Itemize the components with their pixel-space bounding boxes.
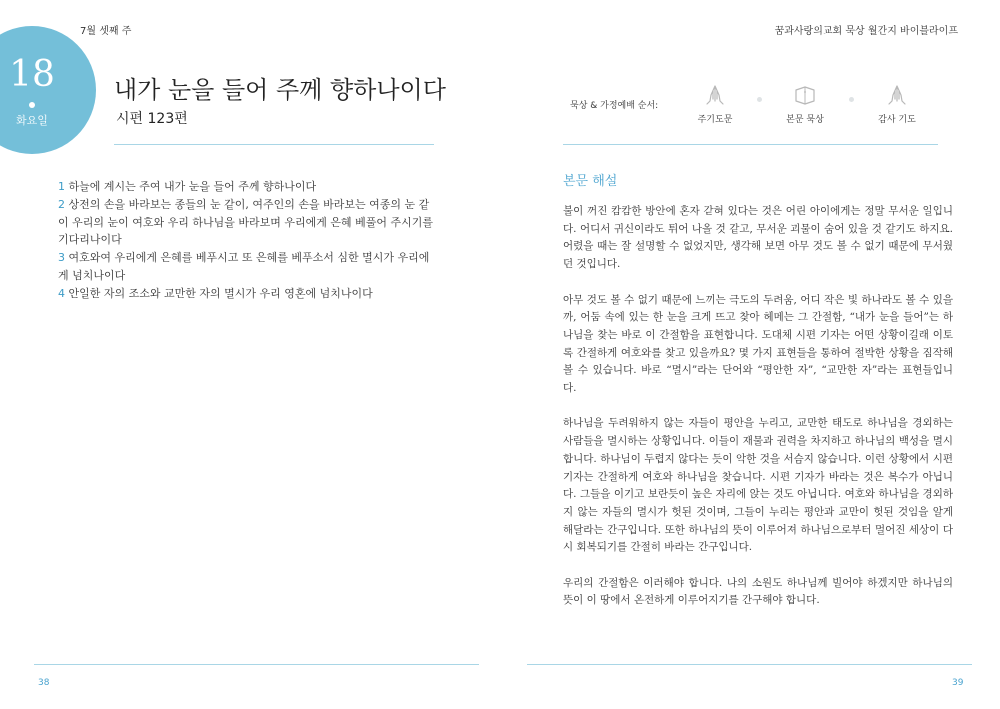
- praying-hands-icon: [704, 84, 726, 106]
- verse-text: 여호와여 우리에게 은혜를 베푸시고 또 은혜를 베푸소서 심한 멸시가 우리에게 넘치나이다: [58, 251, 430, 282]
- commentary-paragraph: 아무 것도 볼 수 없기 때문에 느끼는 극도의 두려움, 어디 작은 빛 하나라도 볼 수 있을까, 어둠 속에 있는 한 눈을 크게 뜨고 찾아 헤메는 그 간절함, “내가 눈을 들어”는 하나님을 찾는 바로 이 간절함을 표현합니다. 도대체 시편 기자는 어떤 상황이길래 이토록 간절하게 여호와를 찾고 있을까요? 몇 가지 표현들을 통하여 절박한 상황을 짐작해 볼 수 있습니다. 바로 “멸시”라는 단어와 “평안한 자”, “교만한 자”라는 표현들입니다.: [563, 293, 953, 395]
- order-step-thanksgiving: [862, 84, 932, 125]
- praying-hands-icon: [886, 84, 908, 106]
- order-step-lords-prayer: [680, 84, 750, 125]
- order-step-scripture: [770, 84, 840, 125]
- page-number-left: 38: [38, 678, 50, 688]
- commentary-body: [563, 203, 953, 628]
- verse-number: 2: [58, 197, 65, 211]
- verse-number: 3: [58, 251, 65, 265]
- verse-number: 4: [58, 286, 65, 300]
- verse-text: 안일한 자의 조소와 교만한 자의 멸시가 우리 영혼에 넘치나이다: [68, 286, 373, 300]
- footer-rule-left: [34, 664, 479, 665]
- verse: [58, 249, 438, 285]
- scripture-verses: [58, 178, 438, 303]
- order-dot: [757, 97, 762, 102]
- title-divider: [114, 144, 434, 145]
- worship-order-label: 묵상 & 가정예배 순서:: [570, 101, 659, 111]
- footer-rule-right: [527, 664, 972, 665]
- verse-text: 하늘에 계시는 주여 내가 눈을 들어 주께 향하나이다: [68, 180, 317, 193]
- day-badge: [0, 26, 96, 154]
- order-step-label: 감사 기도: [878, 115, 916, 125]
- order-step-label: 주기도문: [697, 115, 733, 125]
- verse: [58, 178, 438, 196]
- commentary-paragraph: 불이 꺼진 캄캄한 방안에 혼자 갇혀 있다는 것은 어린 아이에게는 정말 무서운 일입니다. 어디서 귀신이라도 튀어 나올 것 같고, 무서운 괴물이 숨어 있을 것 같기도 하지요. 어렸을 때는 잘 설명할 수 없었지만, 생각해 보면 아무 것도 볼 수 없기 때문에 무서웠던 것입니다.: [563, 205, 953, 271]
- day-number: 18: [9, 54, 55, 95]
- verse: [58, 285, 438, 303]
- day-dot: [29, 102, 35, 108]
- bible-icon: [793, 84, 817, 106]
- order-divider: [563, 144, 938, 145]
- commentary-paragraph: 하나님을 두려워하지 않는 자들이 평안을 누리고, 교만한 태도로 하나님을 경외하는 사람들을 멸시하는 상황입니다. 이들이 재물과 권력을 차지하고 하나님의 백성을 멸시합니다. 하나님이 두렵지 않다는 듯이 악한 것을 서슴지 않습니다. 이런 상황에서 시편기자는 간절하게 여호와 하나님을 찾습니다. 시편 기자가 바라는 것은 복수가 아닙니다. 그들을 이기고 보란듯이 높은 자리에 앉는 것도 아닙니다. 여호와 하나님을 경외하지 않는 자들의 멸시가 헛된 것이며, 그들이 누리는 평안과 교만이 헛된 것임을 알게 해달라는 간구입니다. 또한 하나님의 뜻이 이루어져 하나님으로부터 멀어진 세상이 다시 회복되기를 간절히 바라는 간구입니다.: [563, 417, 953, 554]
- verse-number: 1: [58, 180, 65, 193]
- scripture-reference: 시편 123편: [116, 111, 188, 127]
- publication-title: 꿈과사랑의교회 묵상 월간지 바이블라이프: [774, 26, 958, 37]
- page-title: 내가 눈을 들어 주께 향하나이다: [114, 76, 446, 104]
- verse: [58, 196, 438, 249]
- week-label: 7월 셋째 주: [80, 26, 132, 37]
- order-step-label: 본문 묵상: [786, 115, 824, 125]
- section-heading: 본문 해설: [563, 174, 618, 189]
- verse-text: 상전의 손을 바라보는 종들의 눈 같이, 여주인의 손을 바라보는 여종의 눈 같이 우리의 눈이 여호와 우리 하나님을 바라보며 우리에게 은혜 베풀어 주시기를 기다리나이다: [58, 197, 433, 247]
- commentary-paragraph: 우리의 간절함은 이러해야 합니다. 나의 소원도 하나님께 빌어야 하겠지만 하나님의 뜻이 이 땅에서 온전하게 이루어지기를 간구해야 합니다.: [563, 576, 953, 607]
- day-weekday: 화요일: [16, 114, 48, 127]
- page-number-right: 39: [952, 678, 964, 688]
- order-dot: [849, 97, 854, 102]
